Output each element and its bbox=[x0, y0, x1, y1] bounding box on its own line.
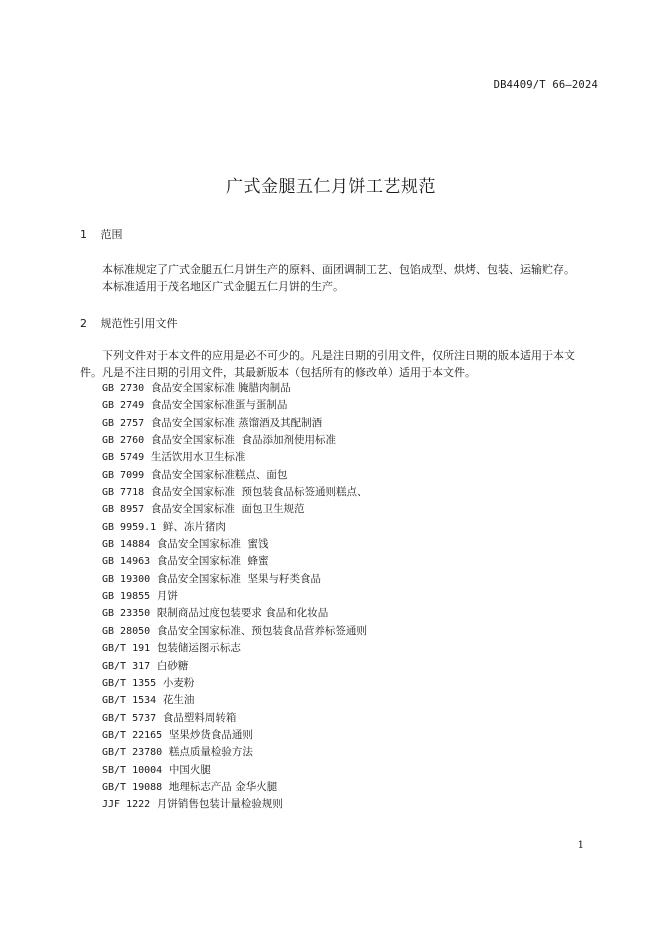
intro-line: 下列文件对于本文件的应用是必不可少的。凡是注日期的引用文件，仅所注日期的版本适用于本文 bbox=[102, 349, 575, 362]
reference-title: 食品安全国家标准 蜜饯 bbox=[156, 538, 269, 551]
reference-title: 小麦粉 bbox=[162, 676, 195, 689]
reference-item bbox=[102, 432, 602, 449]
reference-title: 食品塑料周转箱 bbox=[162, 711, 237, 724]
reference-item bbox=[102, 744, 602, 761]
section-number: 1 bbox=[80, 228, 87, 241]
reference-title: 地理标志产品 金华火腿 bbox=[168, 780, 278, 793]
reference-title: 鲜、冻片猪肉 bbox=[162, 520, 226, 533]
reference-title: 月饼销售包装计量检验规则 bbox=[156, 798, 283, 811]
reference-title: 食品安全国家标准 坚果与籽类食品 bbox=[156, 572, 322, 585]
reference-code: GB 7718 bbox=[102, 487, 145, 499]
section-heading-scope bbox=[80, 226, 123, 242]
reference-code: GB 23350 bbox=[102, 608, 151, 620]
page-number: 1 bbox=[577, 840, 584, 851]
reference-item bbox=[102, 571, 602, 588]
reference-code: GB 5749 bbox=[102, 452, 145, 464]
standard-code: DB4409/T 66—2024 bbox=[493, 79, 598, 91]
section-heading-references bbox=[80, 315, 178, 331]
reference-title: 食品安全国家标准 预包装食品标签通则糕点、 bbox=[150, 486, 368, 499]
scope-paragraph: 本标准适用于茂名地区广式金腿五仁月饼的生产。 bbox=[102, 280, 344, 294]
reference-item bbox=[102, 762, 602, 779]
reference-title: 月饼 bbox=[156, 590, 178, 603]
reference-code: SB/T 10004 bbox=[102, 764, 163, 776]
reference-item bbox=[102, 623, 602, 640]
reference-item bbox=[102, 658, 602, 675]
reference-title: 生活饮用水卫生标准 bbox=[150, 451, 246, 464]
reference-item bbox=[102, 553, 602, 570]
reference-item bbox=[102, 484, 602, 501]
reference-code: GB 2760 bbox=[102, 435, 145, 447]
reference-title: 食品安全国家标准、预包装食品营养标签通则 bbox=[156, 624, 367, 637]
reference-title: 食品安全国家标准 蜂蜜 bbox=[156, 555, 269, 568]
reference-item bbox=[102, 449, 602, 466]
reference-title: 食品安全国家标准 食品添加剂使用标准 bbox=[150, 434, 337, 447]
reference-item bbox=[102, 796, 602, 813]
scope-paragraphs bbox=[80, 261, 605, 296]
reference-title: 食品安全国家标准糕点、面包 bbox=[150, 468, 288, 481]
reference-code: GB 19300 bbox=[102, 573, 151, 585]
reference-code: GB 28050 bbox=[102, 625, 151, 637]
reference-title: 限制商品过度包装要求 食品和化妆品 bbox=[156, 607, 329, 620]
reference-code: GB 14884 bbox=[102, 539, 151, 551]
reference-item bbox=[102, 779, 602, 796]
reference-item bbox=[102, 467, 602, 484]
document-title: 广式金腿五仁月饼工艺规范 bbox=[226, 177, 436, 197]
reference-item bbox=[102, 727, 602, 744]
reference-code: GB 2730 bbox=[102, 383, 145, 394]
reference-code: GB 2757 bbox=[102, 417, 145, 429]
reference-code: GB 8957 bbox=[102, 504, 145, 516]
reference-item bbox=[102, 692, 602, 709]
reference-code: GB 7099 bbox=[102, 469, 145, 481]
reference-item bbox=[102, 675, 602, 692]
reference-code: GB 14963 bbox=[102, 556, 151, 568]
reference-code: GB/T 5737 bbox=[102, 712, 157, 724]
reference-title: 食品安全国家标准蛋与蛋制品 bbox=[150, 399, 288, 412]
reference-code: GB/T 1534 bbox=[102, 695, 157, 707]
normative-references-list bbox=[102, 380, 602, 814]
section-title: 规范性引用文件 bbox=[100, 317, 178, 330]
reference-title: 糕点质量检验方法 bbox=[168, 746, 253, 759]
reference-item bbox=[102, 536, 602, 553]
reference-code: GB 19855 bbox=[102, 591, 151, 603]
reference-code: GB/T 19088 bbox=[102, 781, 163, 793]
reference-item bbox=[102, 397, 602, 414]
reference-item bbox=[102, 380, 602, 397]
reference-title: 食品安全国家标准 腌腊肉制品 bbox=[150, 382, 291, 394]
reference-code: GB 9959.1 bbox=[102, 521, 157, 533]
reference-title: 花生油 bbox=[162, 694, 195, 707]
reference-title: 中国火腿 bbox=[168, 763, 211, 776]
reference-title: 白砂糖 bbox=[156, 659, 189, 672]
intro-line: 件。凡是不注日期的引用文件，其最新版本（包括所有的修改单）适用于本文件。 bbox=[80, 366, 476, 380]
reference-code: GB/T 22165 bbox=[102, 729, 163, 741]
reference-code: GB/T 23780 bbox=[102, 747, 163, 759]
reference-item bbox=[102, 640, 602, 657]
reference-item bbox=[102, 415, 602, 432]
reference-item bbox=[102, 588, 602, 605]
scope-paragraph: 本标准规定了广式金腿五仁月饼生产的原料、面团调制工艺、包馅成型、烘烤、包装、运输贮存。 bbox=[102, 263, 575, 276]
reference-title: 食品安全国家标准 面包卫生规范 bbox=[150, 503, 305, 516]
reference-item bbox=[102, 501, 602, 518]
reference-code: GB/T 1355 bbox=[102, 677, 157, 689]
reference-item bbox=[102, 710, 602, 727]
references-intro bbox=[80, 347, 605, 382]
section-title: 范围 bbox=[100, 228, 123, 241]
reference-code: GB/T 191 bbox=[102, 643, 151, 655]
reference-title: 坚果炒货食品通则 bbox=[168, 728, 253, 741]
reference-code: GB/T 317 bbox=[102, 660, 151, 672]
reference-code: GB 2749 bbox=[102, 400, 145, 412]
reference-item bbox=[102, 519, 602, 536]
reference-code: JJF 1222 bbox=[102, 799, 151, 811]
reference-item bbox=[102, 605, 602, 622]
section-number: 2 bbox=[80, 317, 87, 330]
reference-title: 包装储运图示标志 bbox=[156, 642, 241, 655]
reference-title: 食品安全国家标准 蒸馏酒及其配制酒 bbox=[150, 416, 323, 429]
